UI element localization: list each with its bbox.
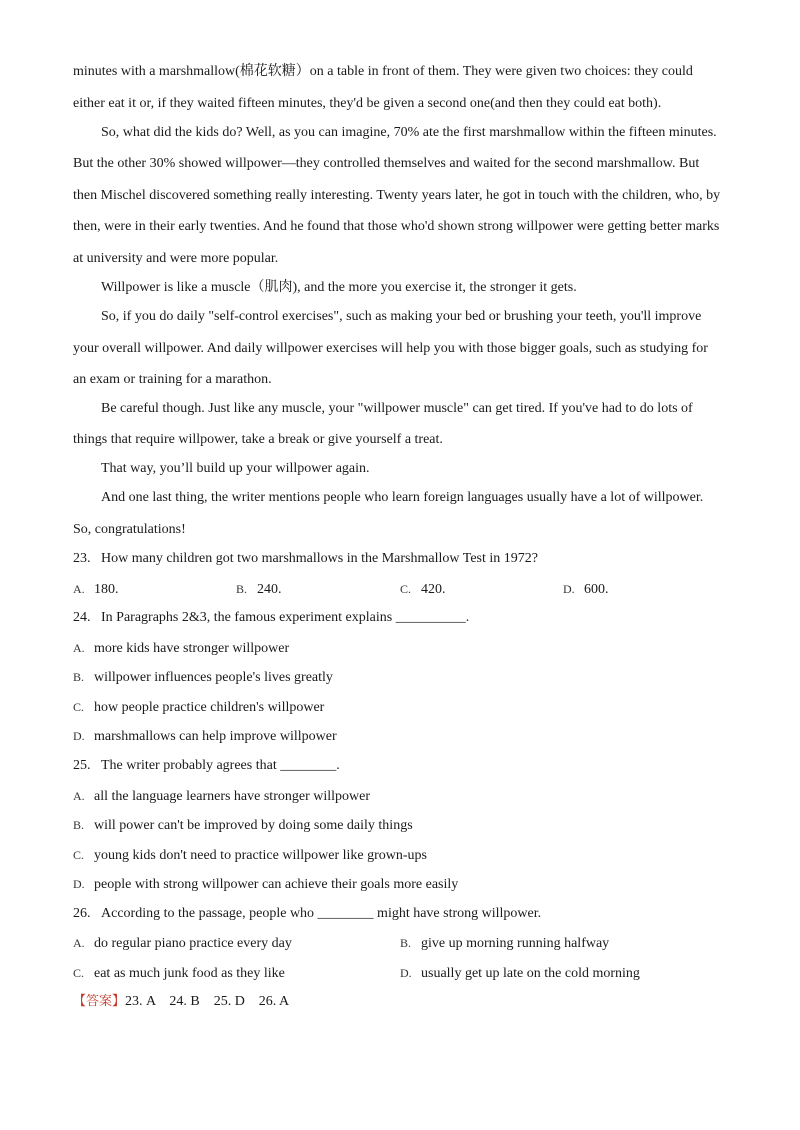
passage-line: Willpower is like a muscle（肌肉), and the more you exercise it, the stronger it gets. [101,280,577,295]
question-number: 26. [73,906,91,921]
option-b[interactable] [73,668,333,687]
option-label: C. [400,582,412,596]
option-a[interactable] [73,580,119,599]
passage-line: But the other 30% showed willpower—they controlled themselves and waited for the second marshmallow. But [73,156,700,171]
option-text: 240. [257,582,282,597]
option-label: D. [73,729,85,743]
option-text: young kids don't need to practice willpower like grown-ups [94,848,428,863]
option-text: give up morning running halfway [421,936,610,951]
option-label: B. [73,818,85,832]
option-c[interactable] [73,846,427,865]
option-text: eat as much junk food as they like [94,966,285,981]
option-text: more kids have stronger willpower [94,641,290,656]
passage-line: an exam or training for a marathon. [73,372,272,387]
question-text: In Paragraphs 2&3, the famous experiment explains __________. [101,610,470,625]
passage-line: then, were in their early twenties. And he found that those who'd shown strong willpower were getting better marks [73,219,720,234]
option-c[interactable] [73,964,285,983]
question-number: 23. [73,551,91,566]
passage-line: Be careful though. Just like any muscle, your "willpower muscle" can get tired. If you've had to do lots of [101,401,693,416]
option-label: D. [563,582,575,596]
option-c[interactable] [73,698,324,717]
option-d[interactable] [563,580,609,599]
option-a[interactable] [73,787,370,806]
option-label: B. [236,582,248,596]
option-text: marshmallows can help improve willpower [94,729,337,744]
question-stem [73,550,538,568]
option-text: people with strong willpower can achieve their goals more easily [94,877,459,892]
option-d[interactable] [400,964,640,983]
option-label: C. [73,966,85,980]
passage-line: So, if you do daily "self-control exercises", such as making your bed or brushing your teeth, you'll improve [101,309,702,324]
passage-line: your overall willpower. And daily willpower exercises will help you with those bigger goals, such as studying for [73,341,708,356]
passage-line: That way, you’ll build up your willpower again. [101,461,370,476]
answer-text: 23. A 24. B 25. D 26. A [125,994,290,1009]
option-label: A. [73,582,85,596]
option-label: C. [73,848,85,862]
option-d[interactable] [73,875,458,894]
question-number: 25. [73,758,91,773]
option-text: 600. [584,582,609,597]
passage-line: So, congratulations! [73,522,186,537]
question-number: 24. [73,610,91,625]
option-label: C. [73,700,85,714]
option-text: will power can't be improved by doing some daily things [94,818,413,833]
option-text: how people practice children's willpower [94,700,325,715]
option-b[interactable] [73,816,413,835]
option-label: B. [73,670,85,684]
option-a[interactable] [73,639,289,658]
option-label: A. [73,789,85,803]
passage-line: So, what did the kids do? Well, as you can imagine, 70% ate the first marshmallow within the fifteen minutes. [101,125,717,140]
option-c[interactable] [400,580,446,599]
option-b[interactable] [400,934,609,953]
question-stem [73,905,541,923]
option-a[interactable] [73,934,292,953]
option-b[interactable] [236,580,282,599]
option-text: all the language learners have stronger willpower [94,789,371,804]
answer-key [73,993,289,1011]
passage-line: And one last thing, the writer mentions people who learn foreign languages usually have a lot of willpower. [101,490,704,505]
passage-line: either eat it or, if they waited fifteen minutes, they'd be given a second one(and then they could eat both). [73,96,662,111]
passage-line: at university and were more popular. [73,251,279,266]
passage-line: then Mischel discovered something really interesting. Twenty years later, he got in touch with the children, who, by [73,188,721,203]
option-label: D. [73,877,85,891]
question-stem [73,609,469,627]
question-text: How many children got two marshmallows in the Marshmallow Test in 1972? [101,551,538,566]
question-stem [73,757,340,775]
option-text: 180. [94,582,119,597]
option-label: D. [400,966,412,980]
passage-line: things that require willpower, take a break or give yourself a treat. [73,432,443,447]
option-d[interactable] [73,727,337,746]
passage-line: minutes with a marshmallow(棉花软糖）on a table in front of them. They were given two choices: they could [73,64,693,79]
question-text: The writer probably agrees that ________. [101,758,340,773]
option-label: B. [400,936,412,950]
option-text: 420. [421,582,446,597]
option-text: do regular piano practice every day [94,936,292,951]
answer-tag: 【答案】 [73,994,126,1009]
option-label: A. [73,936,85,950]
option-text: usually get up late on the cold morning [421,966,640,981]
question-text: According to the passage, people who ________ might have strong willpower. [101,906,542,921]
option-text: willpower influences people's lives greatly [94,670,333,685]
option-label: A. [73,641,85,655]
